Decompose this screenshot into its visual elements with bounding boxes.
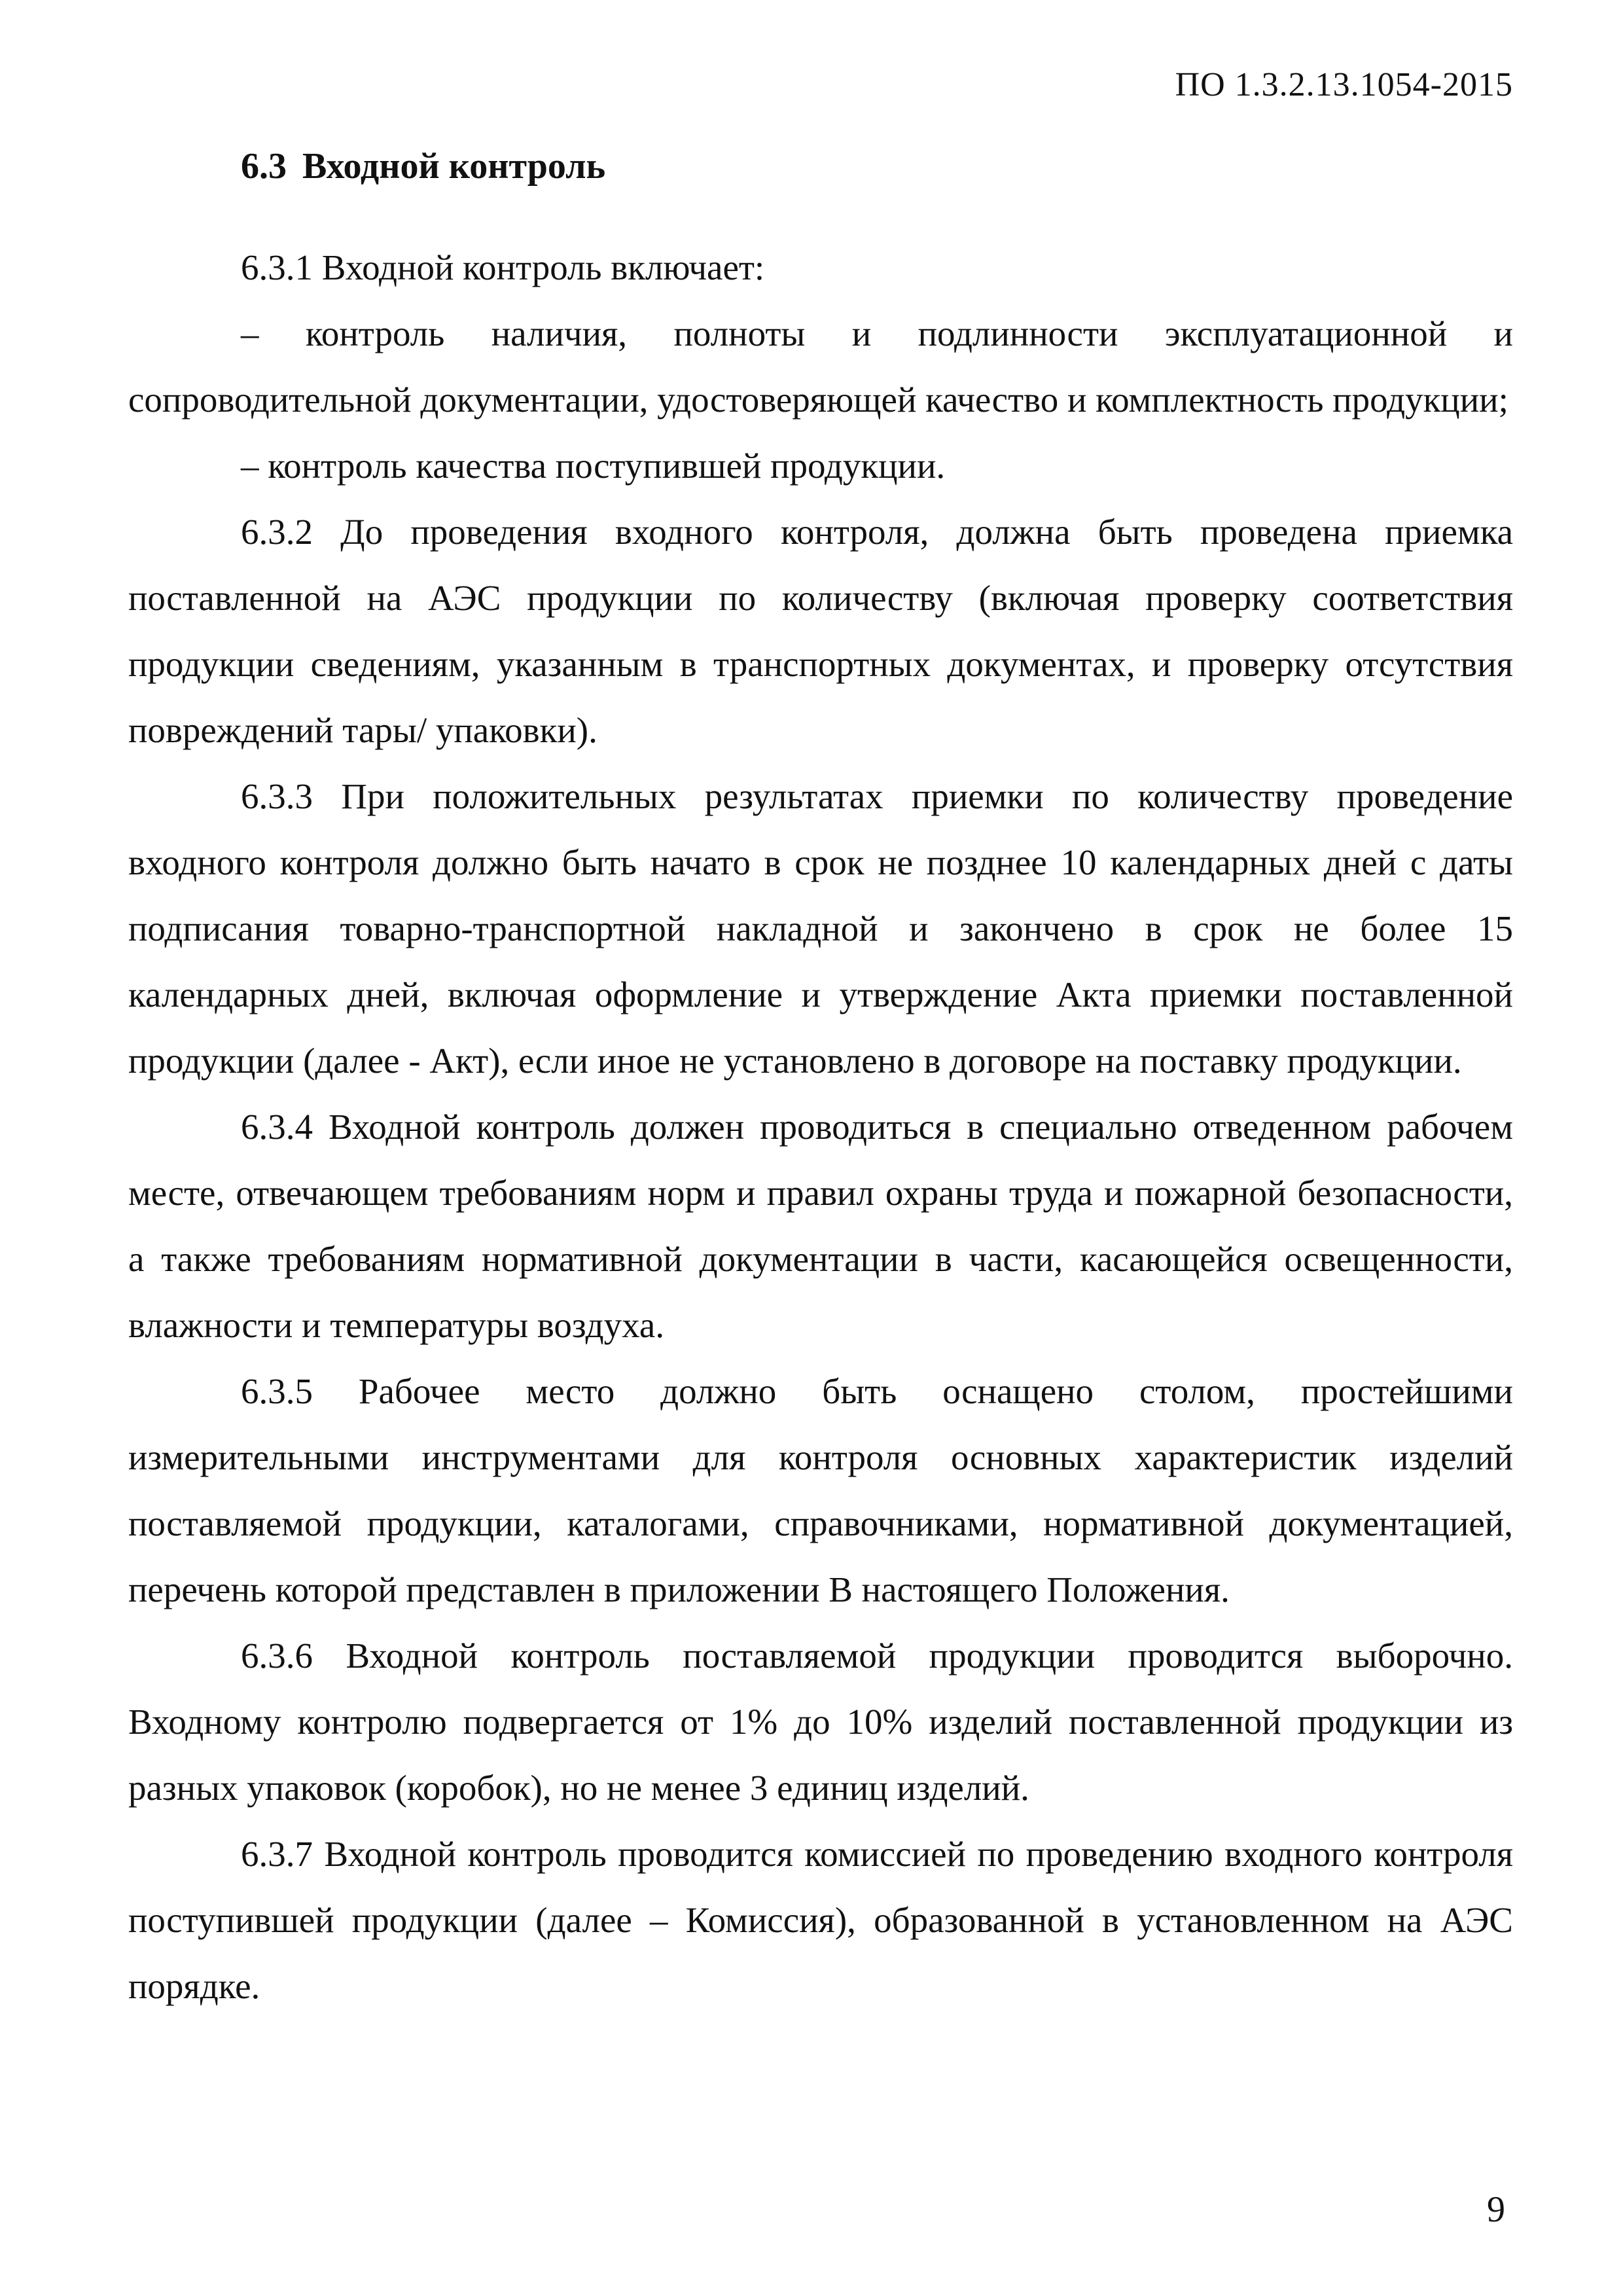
paragraph-6-3-4: 6.3.4 Входной контроль должен проводиться в специально отведенном рабочем месте, отвечающем требованиям норм и правил охраны труда и пожарной безопасности, а также требованиям нормативной документации в части, касающейся освещенности, влажности и температуры воздуха. — [128, 1107, 1513, 1345]
paragraph-6-3-7: 6.3.7 Входной контроль проводится комиссией по проведению входного контроля поступившей продукции (далее – Комиссия), образованной в установленном на АЭС порядке. — [128, 1834, 1513, 2006]
paragraph-6-3-6: 6.3.6 Входной контроль поставляемой продукции проводится выборочно. Входному контролю подвергается от 1% до 10% изделий поставленной продукции из разных упаковок (коробок), но не менее 3 единиц изделий. — [128, 1636, 1513, 1808]
page-number: 9 — [1487, 2189, 1505, 2230]
document-code: ПО 1.3.2.13.1054-2015 — [1175, 66, 1513, 103]
paragraph-6-3-5: 6.3.5 Рабочее место должно быть оснащено столом, простейшими измерительными инструментами для контроля основных характеристик изделий поставляемой продукции, каталогами, справочниками, нормативной документацией, перечень которой представлен в приложении В настоящего Положения. — [128, 1371, 1513, 1609]
list-item-quality-control: – контроль качества поступившей продукции. — [241, 446, 946, 486]
list-item-documentation-control: – контроль наличия, полноты и подлинности эксплуатационной и сопроводительной документации, удостоверяющей качество и комплектность продукции; — [128, 314, 1513, 420]
paragraph-6-3-1: 6.3.1 Входной контроль включает: — [241, 247, 765, 287]
section-heading — [241, 145, 605, 187]
document-body — [128, 234, 1513, 2019]
section-number: 6.3 — [241, 146, 287, 187]
section-title-text: Входной контроль — [302, 146, 606, 187]
paragraph-6-3-3: 6.3.3 При положительных результатах приемки по количеству проведение входного контроля должно быть начато в срок не позднее 10 календарных дней с даты подписания товарно-транспортной накладной и закончено в срок не более 15 календарных дней, включая оформление и утверждение Акта приемки поставленной продукции (далее - Акт), если иное не установлено в договоре на поставку продукции. — [128, 776, 1513, 1081]
paragraph-6-3-2: 6.3.2 До проведения входного контроля, должна быть проведена приемка поставленной на АЭС продукции по количеству (включая проверку соответствия продукции сведениям, указанным в транспортных документах, и проверку отсутствия повреждений тары/ упаковки). — [128, 512, 1513, 750]
